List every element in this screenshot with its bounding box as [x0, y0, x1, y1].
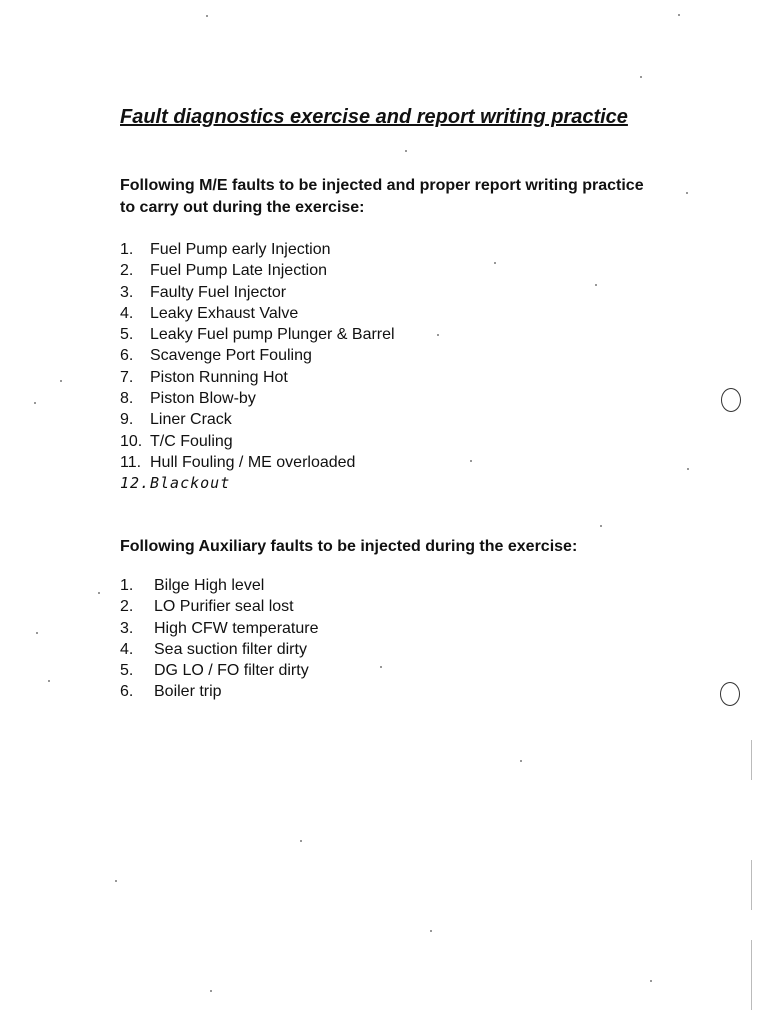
punch-hole-mark	[721, 388, 741, 412]
scan-edge-line	[751, 740, 752, 780]
me-faults-list	[120, 239, 395, 495]
scan-speck	[437, 334, 439, 336]
scan-speck	[115, 880, 117, 882]
scan-speck	[206, 15, 208, 17]
punch-hole-mark	[720, 682, 740, 706]
document-title: Fault diagnostics exercise and report writing practice	[120, 106, 628, 128]
scan-speck	[36, 632, 38, 634]
aux-faults-heading: Following Auxiliary faults to be injected during the exercise:	[120, 538, 578, 555]
scan-speck	[600, 525, 602, 527]
scan-speck	[640, 76, 642, 78]
aux-faults-list	[120, 575, 319, 703]
list-item: 5. Leaky Fuel pump Plunger & Barrel	[120, 326, 395, 344]
list-item: 2. Fuel Pump Late Injection	[120, 262, 327, 280]
list-item: 5. DG LO / FO filter dirty	[120, 662, 309, 680]
scan-speck	[650, 980, 652, 982]
scan-speck	[687, 468, 689, 470]
list-item: 2. LO Purifier seal lost	[120, 598, 294, 616]
scan-edge-line	[751, 860, 752, 910]
scan-speck	[60, 380, 62, 382]
scan-speck	[34, 402, 36, 404]
scan-speck	[520, 760, 522, 762]
list-item: 7. Piston Running Hot	[120, 368, 288, 386]
scan-edge-line	[751, 940, 752, 1010]
scan-speck	[98, 592, 100, 594]
scan-speck	[494, 262, 496, 264]
list-item: 9. Liner Crack	[120, 411, 232, 429]
list-item: 6. Boiler trip	[120, 683, 222, 701]
scan-speck	[470, 460, 472, 462]
list-item: 4. Leaky Exhaust Valve	[120, 304, 299, 322]
scan-speck	[678, 14, 680, 16]
scan-speck	[405, 150, 407, 152]
list-item: 3. High CFW temperature	[120, 619, 319, 637]
list-item: 1. Bilge High level	[120, 577, 265, 594]
scan-speck	[686, 192, 688, 194]
list-item: 8. Piston Blow-by	[120, 390, 256, 408]
list-item: 6. Scavenge Port Fouling	[120, 347, 312, 365]
handwritten-list-item: 12.Blackout	[120, 474, 231, 493]
me-faults-heading: Following M/E faults to be injected and proper report writing practice to carry out during the exercise:	[120, 177, 644, 216]
list-item: 3. Faulty Fuel Injector	[120, 283, 287, 301]
scan-speck	[595, 284, 597, 286]
scan-speck	[430, 930, 432, 932]
scan-speck	[300, 840, 302, 842]
list-item: 10. T/C Fouling	[120, 432, 233, 450]
list-item: 4. Sea suction filter dirty	[120, 640, 307, 658]
scan-speck	[380, 666, 382, 668]
list-item: 1. Fuel Pump early Injection	[120, 241, 331, 258]
list-item: 11. Hull Fouling / ME overloaded	[120, 453, 356, 471]
scan-speck	[48, 680, 50, 682]
scan-speck	[210, 990, 212, 992]
